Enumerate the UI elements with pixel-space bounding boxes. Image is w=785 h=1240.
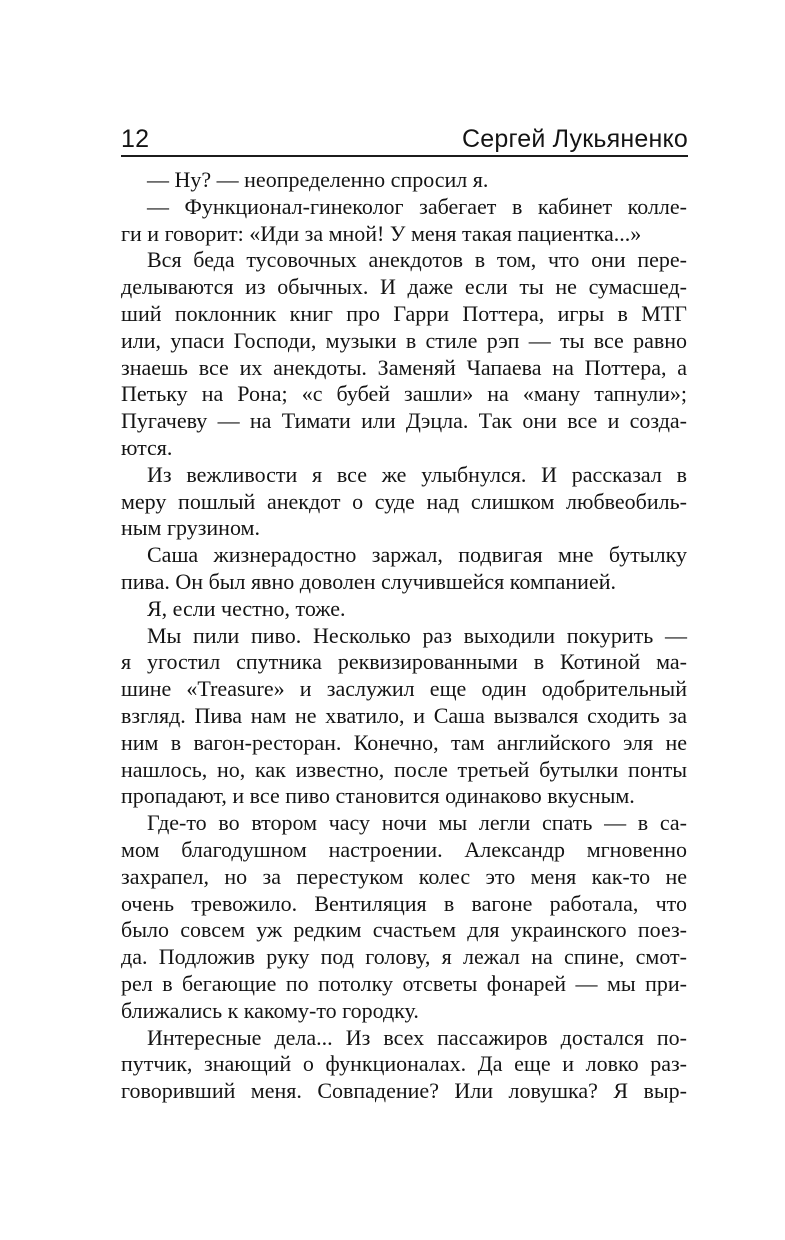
running-header [121, 126, 688, 152]
text-line: говоривший меня. Совпадение? Или ловушка? Я выр- [121, 1078, 687, 1104]
text-line: ближались к какому-то городку. [121, 997, 419, 1023]
text-line: — Ну? — неопределенно спросил я. [147, 167, 489, 192]
page-body [121, 167, 687, 1105]
header-rule [121, 155, 688, 157]
text-line: путчик, знающий о функционалах. Да еще и ловко раз- [121, 1051, 687, 1077]
text-line: я угостил спутника реквизированными в Котиной ма- [121, 649, 687, 675]
page-number: 12 [121, 125, 150, 153]
text-line: да. Подложив руку под голову, я лежал на спине, смот- [121, 944, 687, 970]
text-line: Петьку на Рона; «с бубей зашли» на «ману тапнули»; [121, 381, 687, 407]
text-line: Пугачеву — на Тимати или Дэцла. Так они все и созда- [121, 408, 687, 434]
text-line: меру пошлый анекдот о суде над слишком любвеобиль- [121, 488, 687, 514]
text-line: Где-то во втором часу ночи мы легли спать — в са- [147, 810, 687, 836]
text-line: нашлось, но, как известно, после третьей бутылки понты [121, 756, 687, 782]
text-line: пропадают, и все пиво становится одинаково вкусным. [121, 783, 635, 809]
text-line: Саша жизнерадостно заржал, подвигая мне бутылку [147, 542, 687, 568]
text-line: рел в бегающие по потолку отсветы фонарей — мы при- [121, 970, 687, 996]
text-line: шине «Treasure» и заслужил еще один одобрительный [121, 676, 687, 702]
text-line: Из вежливости я все же улыбнулся. И рассказал в [147, 461, 687, 487]
text-line: Мы пили пиво. Несколько раз выходили покурить — [147, 622, 687, 648]
text-line: ним в вагон-ресторан. Конечно, там английского эля не [121, 729, 687, 755]
text-line: захрапел, но за перестуком колес это меня как-то не [121, 863, 687, 889]
text-line: знаешь все их анекдоты. Заменяй Чапаева на Поттера, а [121, 354, 687, 380]
text-line: пива. Он был явно доволен случившейся компанией. [121, 568, 616, 594]
text-line: ются. [121, 434, 173, 460]
text-line: было совсем уж редким счастьем для украинского поез- [121, 917, 687, 943]
running-title: Сергей Лукьяненко [462, 125, 688, 153]
text-line: делываются из обычных. И даже если ты не сумасшед- [121, 274, 687, 300]
text-line: взгляд. Пива нам не хватило, и Саша вызвался сходить за [121, 702, 687, 728]
text-line: ший поклонник книг про Гарри Поттера, игры в МТГ [121, 300, 687, 326]
text-line: Я, если честно, тоже. [147, 595, 346, 621]
text-line: ги и говорит: «Иди за мной! У меня такая пациентка...» [121, 220, 642, 246]
text-line: или, упаси Господи, музыки в стиле рэп — ты все равно [121, 327, 687, 353]
text-line: ным грузином. [121, 515, 260, 541]
text-line: Вся беда тусовочных анекдотов в том, что они пере- [147, 247, 687, 273]
text-line: — Функционал-гинеколог забегает в кабинет колле- [147, 193, 687, 219]
text-line: мом благодушном настроении. Александр мгновенно [121, 836, 687, 862]
text-line: очень тревожило. Вентиляция в вагоне работала, что [121, 890, 687, 916]
text-line: Интересные дела... Из всех пассажиров достался по- [147, 1024, 687, 1050]
